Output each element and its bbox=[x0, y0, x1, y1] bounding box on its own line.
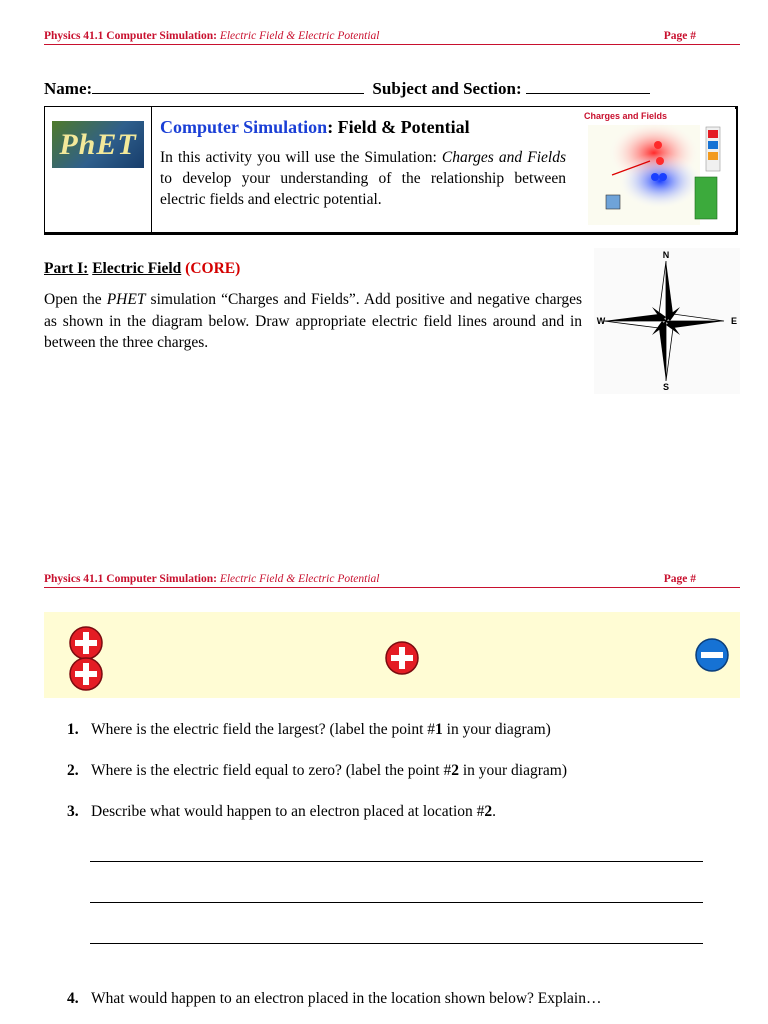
question-text: What would happen to an electron placed in the location shown below? Explain… bbox=[91, 990, 602, 1007]
page-number-2: Page # bbox=[663, 573, 696, 585]
box-title bbox=[160, 117, 470, 138]
question-3 bbox=[67, 803, 496, 821]
box-title-rest: : Field & Potential bbox=[327, 117, 470, 137]
box-text-1: In this activity you will use the Simulation: bbox=[160, 149, 442, 166]
compass-s: S bbox=[662, 382, 670, 392]
question-4 bbox=[67, 990, 602, 1008]
part1-instructions bbox=[44, 289, 582, 354]
question-number: 3. bbox=[67, 803, 79, 820]
para-phet: PHET bbox=[106, 291, 146, 308]
course-label: Physics 41.1 Computer Simulation: bbox=[44, 30, 217, 42]
course-label-2: Physics 41.1 Computer Simulation: bbox=[44, 573, 217, 585]
compass-w: W bbox=[596, 316, 606, 326]
compass-n: N bbox=[662, 250, 670, 260]
question-text: Where is the electric field equal to zero? (label the point # bbox=[91, 762, 452, 779]
answer-line[interactable] bbox=[90, 943, 703, 944]
part1-tag: (CORE) bbox=[185, 260, 241, 277]
compass-rose bbox=[592, 248, 742, 396]
question-text-end: . bbox=[492, 803, 497, 820]
thumbnail-image bbox=[584, 109, 736, 231]
question-1 bbox=[67, 721, 551, 739]
question-2 bbox=[67, 762, 567, 780]
name-label: Name: bbox=[44, 79, 93, 98]
question-number: 1. bbox=[67, 721, 79, 738]
box-divider bbox=[151, 107, 152, 233]
thumbnail-title: Charges and Fields bbox=[584, 111, 668, 121]
question-number: 2. bbox=[67, 762, 79, 779]
question-text-end: in your diagram) bbox=[458, 762, 568, 779]
negative-charge-icon bbox=[694, 637, 730, 673]
part1-heading bbox=[44, 260, 240, 278]
para-text-2: simulation “Charges and Fields”. Add positive and negative charges as shown in the diagram below. Draw appropriate electric field lines around and in between the three charges. bbox=[44, 291, 583, 351]
part1-title: Electric Field bbox=[92, 260, 182, 277]
page-number: Page # bbox=[663, 30, 696, 42]
name-row bbox=[44, 79, 650, 99]
topic-label: Electric Field & Electric Potential bbox=[219, 30, 380, 42]
section-label: Subject and Section: bbox=[372, 79, 522, 98]
positive-charge-icon bbox=[68, 656, 104, 692]
page-header-2 bbox=[44, 573, 740, 588]
page-header bbox=[44, 30, 740, 45]
question-bold: 2 bbox=[484, 803, 493, 820]
para-text-1: Open the bbox=[44, 291, 107, 308]
question-text: Where is the electric field the largest? (label the point # bbox=[91, 721, 436, 738]
compass-e: E bbox=[730, 316, 738, 326]
topic-label-2: Electric Field & Electric Potential bbox=[219, 573, 380, 585]
question-bold: 1 bbox=[435, 721, 443, 738]
box-text-2: to develop your understanding of the relationship between electric fields and electric potential. bbox=[160, 170, 566, 208]
box-text-sim: Charges and Fields bbox=[441, 149, 566, 166]
question-text: Describe what would happen to an electron placed at location # bbox=[91, 803, 485, 820]
positive-charge-icon bbox=[384, 640, 420, 676]
part1-label: Part I: bbox=[44, 260, 89, 277]
answer-line[interactable] bbox=[90, 902, 703, 903]
box-description bbox=[160, 147, 566, 210]
name-blank[interactable] bbox=[92, 79, 364, 94]
box-title-blue: Computer Simulation bbox=[160, 117, 328, 137]
phet-logo: PhET bbox=[52, 121, 144, 168]
question-bold: 2 bbox=[451, 762, 459, 779]
question-number: 4. bbox=[67, 990, 79, 1007]
simulation-thumbnail bbox=[584, 109, 736, 231]
section-blank[interactable] bbox=[526, 79, 650, 94]
question-text-end: in your diagram) bbox=[442, 721, 551, 738]
answer-line[interactable] bbox=[90, 861, 703, 862]
